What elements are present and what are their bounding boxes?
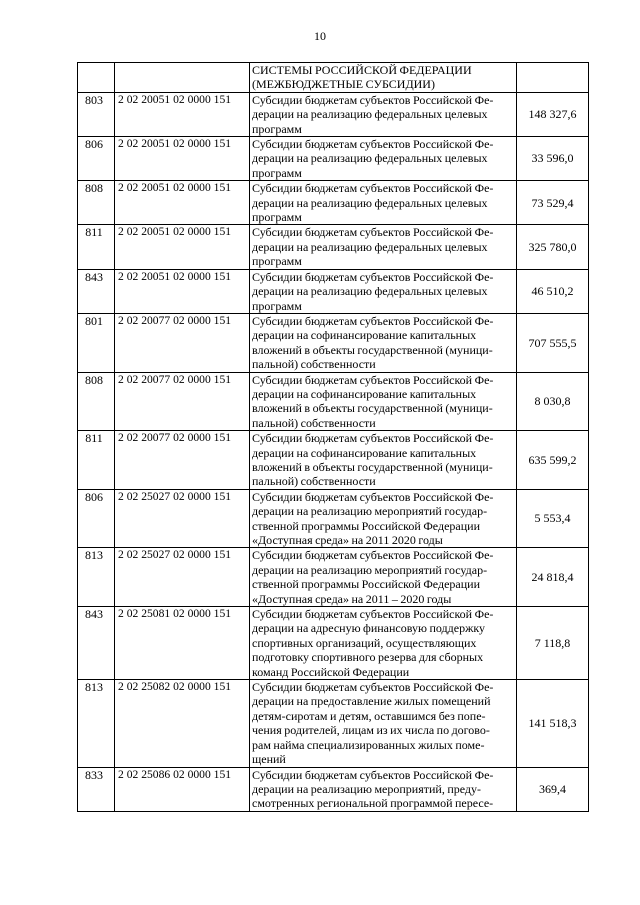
admin-code-cell: 806 bbox=[78, 137, 115, 181]
description-line: вложений в объекты государственной (муници- bbox=[252, 342, 493, 357]
description-cell bbox=[250, 313, 517, 372]
table-row bbox=[78, 767, 589, 811]
description-line: чения родителей, лицам из их числа по догово- bbox=[252, 723, 490, 738]
description-line: смотренных региональной программой пересе- bbox=[252, 796, 494, 811]
admin-code-cell bbox=[78, 63, 115, 93]
description-line: (МЕЖБЮДЖЕТНЫЕ СУБСИДИИ) bbox=[252, 77, 435, 92]
description-line: «Доступная среда» на 2011 – 2020 годы bbox=[252, 591, 452, 606]
table-row bbox=[78, 313, 589, 372]
description-line: Субсидии бюджетам субъектов Российской Фе- bbox=[252, 372, 494, 387]
description-line: пальной) собственности bbox=[252, 357, 376, 372]
budget-code-cell: 2 02 20051 02 0000 151 bbox=[115, 92, 250, 136]
admin-code-cell: 843 bbox=[78, 607, 115, 680]
description-line: Субсидии бюджетам субъектов Российской Фе- bbox=[252, 548, 494, 563]
description-line: дерации на адресную финансовую поддержку bbox=[252, 621, 486, 636]
description-line: дерации на реализацию федеральных целевых bbox=[252, 284, 488, 299]
description-line: программ bbox=[252, 165, 302, 180]
description-line: дерации на предоставление жилых помещений bbox=[252, 694, 491, 709]
description-line: вложений в объекты государственной (муници- bbox=[252, 401, 493, 416]
admin-code-cell: 808 bbox=[78, 181, 115, 225]
description-cell bbox=[250, 767, 517, 811]
description-line: дерации на реализацию федеральных целевых bbox=[252, 107, 488, 122]
description-line: СИСТЕМЫ РОССИЙСКОЙ ФЕДЕРАЦИИ bbox=[252, 63, 472, 77]
description-line: Субсидии бюджетам субъектов Российской Фе- bbox=[252, 181, 494, 196]
admin-code-cell: 808 bbox=[78, 372, 115, 431]
description-line: дерации на софинансирование капитальных bbox=[252, 328, 477, 343]
description-line: вложений в объекты государственной (муници- bbox=[252, 459, 493, 474]
table-row bbox=[78, 92, 589, 136]
description-cell bbox=[250, 489, 517, 548]
description-line: дерации на софинансирование капитальных bbox=[252, 445, 477, 460]
table-row bbox=[78, 137, 589, 181]
admin-code-cell: 813 bbox=[78, 548, 115, 607]
budget-code-cell: 2 02 20051 02 0000 151 bbox=[115, 181, 250, 225]
description-line: «Доступная среда» на 2011 2020 годы bbox=[252, 533, 443, 547]
amount-cell: 141 518,3 bbox=[517, 680, 589, 767]
description-line: дерации на реализацию федеральных целевых bbox=[252, 239, 488, 254]
budget-code-cell: 2 02 25082 02 0000 151 bbox=[115, 680, 250, 767]
description-line: Субсидии бюджетам субъектов Российской Фе- bbox=[252, 607, 494, 622]
admin-code-cell: 833 bbox=[78, 767, 115, 811]
description-cell bbox=[250, 431, 517, 490]
table-row bbox=[78, 680, 589, 767]
amount-cell: 46 510,2 bbox=[517, 269, 589, 313]
budget-code-cell: 2 02 25086 02 0000 151 bbox=[115, 767, 250, 811]
amount-cell: 325 780,0 bbox=[517, 225, 589, 269]
table-row bbox=[78, 548, 589, 607]
table-row bbox=[78, 181, 589, 225]
budget-code-cell: 2 02 20051 02 0000 151 bbox=[115, 269, 250, 313]
description-line: Субсидии бюджетам субъектов Российской Фе- bbox=[252, 137, 494, 152]
amount-cell: 5 553,4 bbox=[517, 489, 589, 548]
description-line: Субсидии бюджетам субъектов Российской Фе- bbox=[252, 269, 494, 284]
admin-code-cell: 801 bbox=[78, 313, 115, 372]
description-cell bbox=[250, 269, 517, 313]
description-cell bbox=[250, 92, 517, 136]
page-number: 10 bbox=[314, 29, 326, 43]
description-line: Субсидии бюджетам субъектов Российской Фе- bbox=[252, 431, 494, 446]
table-body bbox=[78, 63, 589, 812]
budget-code-cell: 2 02 25027 02 0000 151 bbox=[115, 548, 250, 607]
budget-table bbox=[77, 62, 589, 812]
description-line: дерации на софинансирование капитальных bbox=[252, 386, 477, 401]
description-line: дерации на реализацию федеральных целевых bbox=[252, 151, 488, 166]
description-cell bbox=[250, 181, 517, 225]
description-cell bbox=[250, 607, 517, 680]
admin-code-cell: 843 bbox=[78, 269, 115, 313]
budget-code-cell: 2 02 20077 02 0000 151 bbox=[115, 313, 250, 372]
description-line: Субсидии бюджетам субъектов Российской Фе- bbox=[252, 225, 494, 240]
description-line: дерации на реализацию мероприятий государ- bbox=[252, 562, 488, 577]
amount-cell: 7 118,8 bbox=[517, 607, 589, 680]
amount-cell: 8 030,8 bbox=[517, 372, 589, 431]
budget-code-cell: 2 02 20051 02 0000 151 bbox=[115, 137, 250, 181]
admin-code-cell: 806 bbox=[78, 489, 115, 548]
description-line: Субсидии бюджетам субъектов Российской Фе- bbox=[252, 489, 494, 504]
description-line: рам найма специализированных жилых поме- bbox=[252, 737, 485, 752]
description-line: Субсидии бюджетам субъектов Российской Фе- bbox=[252, 767, 494, 782]
description-line: ственной программы Российской Федерации bbox=[252, 518, 480, 533]
budget-code-cell: 2 02 25027 02 0000 151 bbox=[115, 489, 250, 548]
amount-cell: 73 529,4 bbox=[517, 181, 589, 225]
table-row bbox=[78, 431, 589, 490]
amount-cell: 148 327,6 bbox=[517, 92, 589, 136]
admin-code-cell: 811 bbox=[78, 431, 115, 490]
description-line: пальной) собственности bbox=[252, 415, 376, 430]
description-line: программ bbox=[252, 121, 302, 136]
amount-cell: 707 555,5 bbox=[517, 313, 589, 372]
description-cell bbox=[250, 137, 517, 181]
description-line: программ bbox=[252, 298, 302, 313]
budget-code-cell bbox=[115, 63, 250, 93]
description-line: ственной программы Российской Федерации bbox=[252, 577, 480, 592]
description-cell bbox=[250, 372, 517, 431]
description-line: команд Российской Федерации bbox=[252, 664, 410, 679]
budget-code-cell: 2 02 20077 02 0000 151 bbox=[115, 372, 250, 431]
amount-cell bbox=[517, 63, 589, 93]
budget-code-cell: 2 02 20051 02 0000 151 bbox=[115, 225, 250, 269]
admin-code-cell: 811 bbox=[78, 225, 115, 269]
table-row bbox=[78, 607, 589, 680]
admin-code-cell: 803 bbox=[78, 92, 115, 136]
description-line: Субсидии бюджетам субъектов Российской Фе- bbox=[252, 92, 494, 107]
description-line: дерации на реализацию федеральных целевых bbox=[252, 195, 488, 210]
table-header-row bbox=[78, 63, 589, 93]
description-line: программ bbox=[252, 254, 302, 269]
amount-cell: 635 599,2 bbox=[517, 431, 589, 490]
description-line: Субсидии бюджетам субъектов Российской Фе- bbox=[252, 680, 494, 695]
description-cell bbox=[250, 680, 517, 767]
admin-code-cell: 813 bbox=[78, 680, 115, 767]
budget-code-cell: 2 02 25081 02 0000 151 bbox=[115, 607, 250, 680]
amount-cell: 24 818,4 bbox=[517, 548, 589, 607]
table-row bbox=[78, 225, 589, 269]
description-line: дерации на реализацию мероприятий государ- bbox=[252, 504, 488, 519]
description-cell bbox=[250, 548, 517, 607]
amount-cell: 33 596,0 bbox=[517, 137, 589, 181]
table-row bbox=[78, 489, 589, 548]
budget-code-cell: 2 02 20077 02 0000 151 bbox=[115, 431, 250, 490]
amount-cell: 369,4 bbox=[517, 767, 589, 811]
description-line: пальной) собственности bbox=[252, 474, 376, 489]
table-row bbox=[78, 372, 589, 431]
description-cell bbox=[250, 225, 517, 269]
description-line: дерации на реализацию мероприятий, преду- bbox=[252, 781, 482, 796]
description-line: детям-сиротам и детям, оставшимся без попе- bbox=[252, 708, 486, 723]
table-row bbox=[78, 269, 589, 313]
description-line: программ bbox=[252, 210, 302, 225]
description-cell bbox=[250, 63, 517, 93]
description-line: спортивных организаций, осуществляющих bbox=[252, 635, 477, 650]
description-line: подготовку спортивного резерва для сборных bbox=[252, 650, 484, 665]
description-line: щений bbox=[252, 752, 286, 767]
description-line: Субсидии бюджетам субъектов Российской Фе- bbox=[252, 313, 494, 328]
